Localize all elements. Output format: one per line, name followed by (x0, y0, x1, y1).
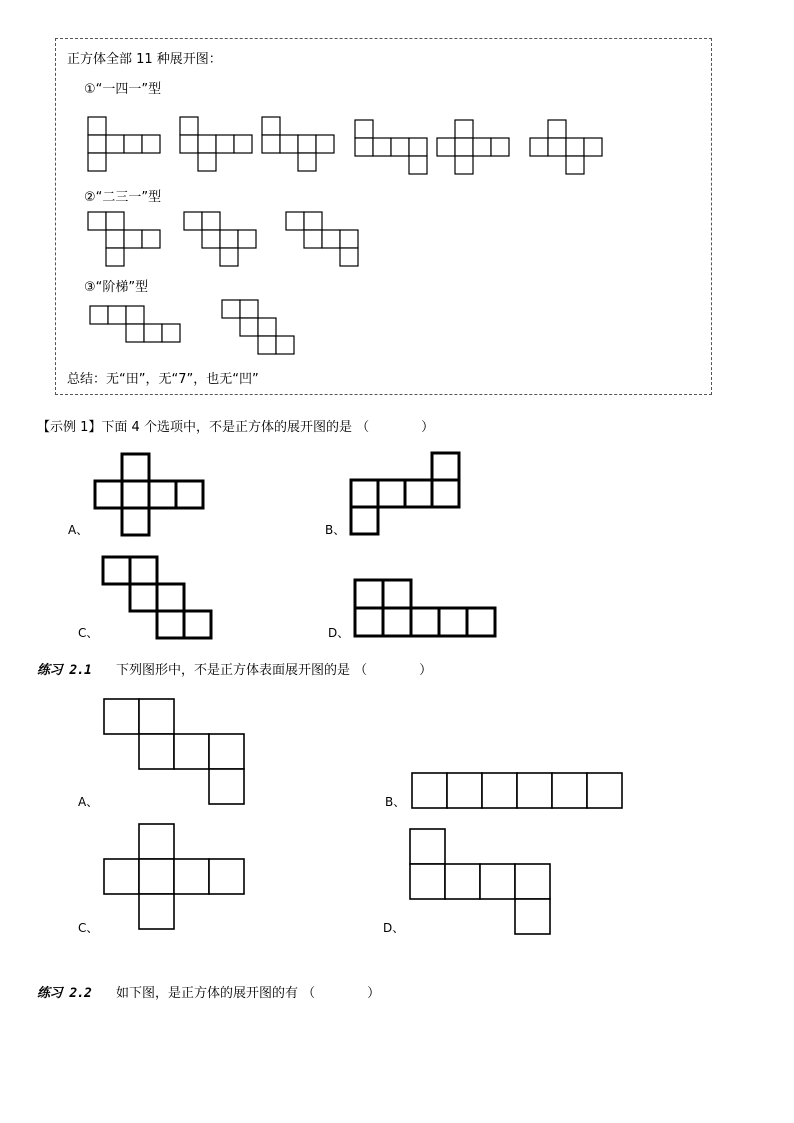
type1-heading: ①“一四一”型 (84, 82, 162, 97)
net-231-2 (184, 212, 264, 272)
net-231-1 (88, 212, 168, 272)
net-141-6 (530, 120, 610, 180)
ex1-option-b-net (351, 453, 466, 538)
exercise2-prompt: 如下图，是正方体的展开图的有 （ ） (116, 986, 381, 1001)
net-141-2 (180, 117, 260, 177)
ex21-option-c-net (104, 824, 254, 934)
net-ladder-2 (222, 300, 302, 360)
net-141-5 (437, 120, 517, 180)
net-231-3 (286, 212, 366, 272)
type2-heading: ②“二三一”型 (84, 190, 162, 205)
summary-title: 正方体全部 11 种展开图： (67, 52, 222, 67)
ex21-option-c-label: C、 (78, 921, 99, 935)
exercise2-tag: 练习 2.2 (37, 986, 92, 1001)
ex1-option-c-label: C、 (78, 626, 99, 640)
ex21-option-a-label: A、 (78, 795, 99, 809)
ex21-option-a-net (104, 699, 254, 809)
net-141-1 (88, 117, 168, 177)
net-141-4 (355, 120, 435, 180)
ex1-option-a-net (95, 454, 210, 539)
ex1-option-b-label: B、 (325, 523, 346, 537)
summary-conclusion: 总结：无“田”，无“7”，也无“凹” (67, 372, 259, 387)
ex21-option-d-label: D、 (383, 921, 405, 935)
ex1-option-d-net (355, 580, 500, 640)
ex21-option-d-net (410, 829, 560, 939)
ex21-option-b-net (412, 773, 627, 813)
net-141-3 (262, 117, 342, 177)
example1-prompt: 【示例 1】下面 4 个选项中，不是正方体的展开图的是 （ ） (37, 420, 435, 435)
ex21-option-b-label: B、 (385, 795, 406, 809)
exercise1-tag: 练习 2.1 (37, 663, 92, 678)
ex1-option-c-net (103, 557, 218, 642)
exercise1-prompt: 下列图形中，不是正方体表面展开图的是 （ ） (116, 663, 433, 678)
net-ladder-1 (90, 306, 190, 346)
type3-heading: ③“阶梯”型 (84, 280, 149, 295)
ex1-option-d-label: D、 (328, 626, 350, 640)
ex1-option-a-label: A、 (68, 523, 89, 537)
